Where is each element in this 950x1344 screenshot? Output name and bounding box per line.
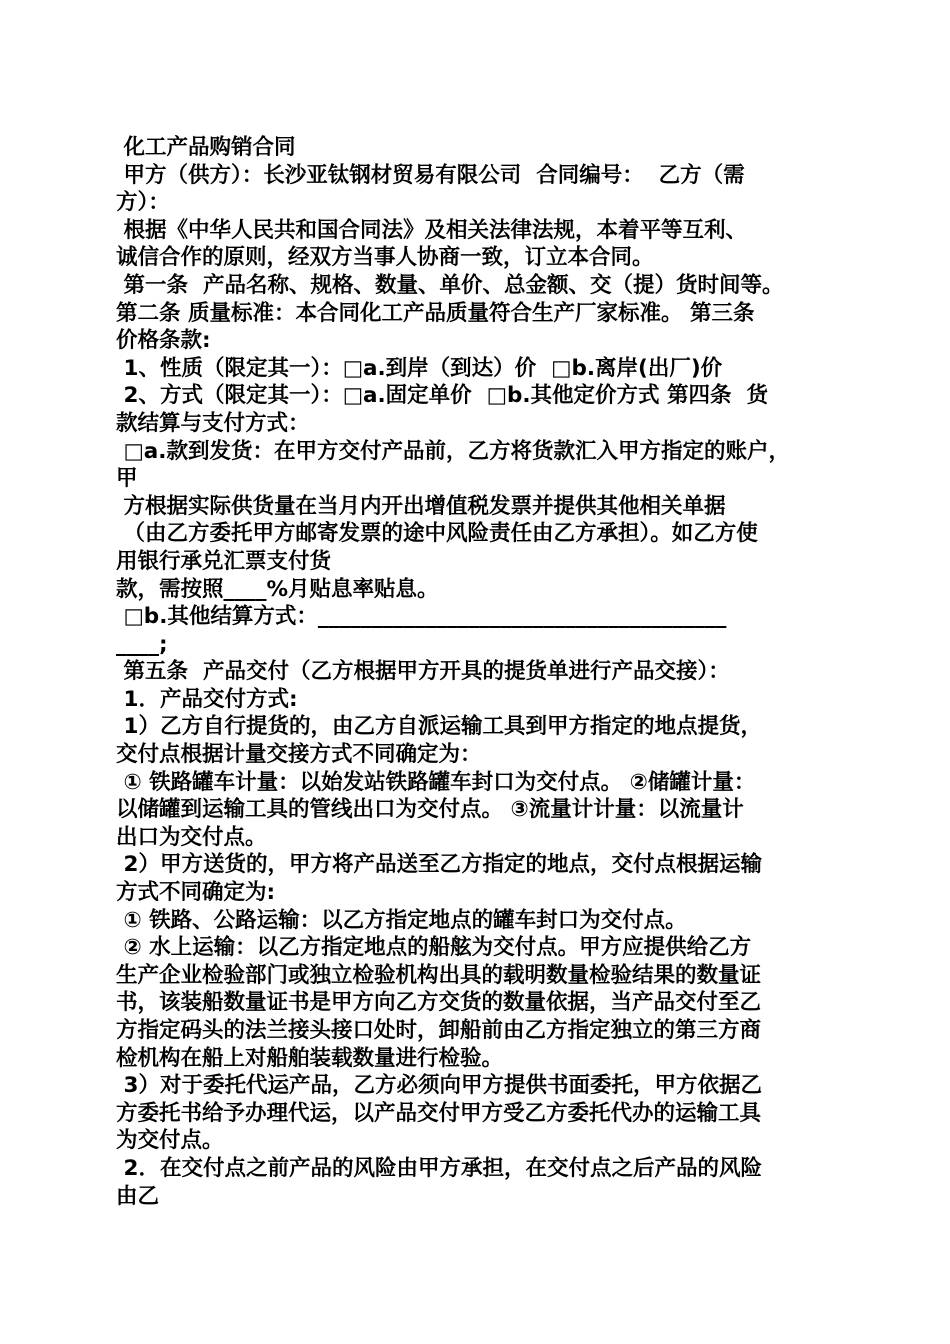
metering-line: 以储罐到运输工具的管线出口为交付点。 ③流量计计量：以流量计 (116, 797, 744, 823)
party-b-line: 方）： (116, 190, 170, 216)
article-5-heading: 第五条 产品交付（乙方根据甲方开具的提货单进行产品交接）： (116, 659, 730, 685)
metering-line: 出口为交付点。 (116, 824, 267, 850)
preamble-line: 诚信合作的原则，经双方当事人协商一致，订立本合同。 (116, 245, 654, 271)
consigned-transport-line: 3）对于委托代运产品，乙方必须向甲方提供书面委托，甲方依据乙 (116, 1073, 762, 1099)
risk-transfer-line: 2．在交付点之前产品的风险由甲方承担，在交付点之后产品的风险 (116, 1155, 762, 1181)
supplier-delivery-line: 方式不同确定为: (116, 880, 276, 906)
water-transport-line: ② 水上运输：以乙方指定地点的船舷为交付点。甲方应提供给乙方 (116, 935, 752, 961)
supplier-delivery-line: 2）甲方送货的，甲方将产品送至乙方指定的地点，交付点根据运输 (116, 852, 762, 878)
payment-option-b-line: ____; (116, 631, 168, 657)
payment-option-a-line: （由乙方委托甲方邮寄发票的途中风险责任由乙方承担）。如乙方使 (116, 521, 758, 547)
article-2-line: 第二条 质量标准：本合同化工产品质量符合生产厂家标准。 第三条 (116, 300, 755, 326)
consigned-transport-line: 为交付点。 (116, 1128, 224, 1154)
rail-road-line: ① 铁路、公路运输：以乙方指定地点的罐车封口为交付点。 (116, 907, 687, 933)
risk-transfer-line: 由乙 (116, 1183, 160, 1209)
self-pickup-line: 1）乙方自行提货的，由乙方自派运输工具到甲方指定的地点提货， (116, 714, 762, 740)
consigned-transport-line: 方委托书给予办理代运，以产品交付甲方受乙方委托代办的运输工具 (116, 1100, 762, 1126)
party-a-line: 甲方（供方）：长沙亚钛钢材贸易有限公司 合同编号： 乙方（需 (116, 162, 745, 188)
document-title: 化工产品购销合同 (116, 135, 296, 160)
contract-page (116, 134, 842, 1210)
article-1-line: 第一条 产品名称、规格、数量、单价、总金额、交（提）货时间等。 (116, 272, 784, 298)
payment-option-a-line: □a.款到发货：在甲方交付产品前，乙方将货款汇入甲方指定的账户， (116, 438, 790, 464)
price-nature-line: 1、性质（限定其一）：□a.到岸（到达）价 □b.离岸(出厂)价 (116, 355, 723, 381)
water-transport-line: 书，该装船数量证书是甲方向乙方交货的数量依据，当产品交付至乙 (116, 990, 762, 1016)
water-transport-line: 生产企业检验部门或独立检验机构出具的载明数量检验结果的数量证 (116, 962, 762, 988)
delivery-method-heading: 1．产品交付方式: (116, 686, 298, 712)
self-pickup-line: 交付点根据计量交接方式不同确定为： (116, 742, 482, 768)
discount-rate-line: 款，需按照____%月贴息率贴息。 (116, 576, 439, 602)
payment-option-a-line: 用银行承兑汇票支付货 (116, 548, 332, 574)
payment-option-a-line: 甲 (116, 466, 138, 492)
article-3-heading: 价格条款: (116, 328, 211, 354)
payment-option-a-line: 方根据实际供货量在当月内开出增值税发票并提供其他相关单据 (116, 493, 726, 519)
water-transport-line: 方指定码头的法兰接头接口处时，卸船前由乙方指定独立的第三方商 (116, 1018, 762, 1043)
article-4-heading: 款结算与支付方式： (116, 410, 310, 436)
metering-line: ① 铁路罐车计量：以始发站铁路罐车封口为交付点。 ②储罐计量： (116, 769, 756, 795)
payment-option-b-line: □b.其他结算方式：______________________________________ (116, 604, 727, 630)
preamble-line: 根据《中华人民共和国合同法》及相关法律法规，本着平等互利、 (116, 217, 747, 243)
water-transport-line: 检机构在船上对船舶装载数量进行检验。 (116, 1045, 504, 1071)
price-method-line: 2、方式（限定其一）：□a.固定单价 □b.其他定价方式 第四条 货 (116, 383, 768, 409)
